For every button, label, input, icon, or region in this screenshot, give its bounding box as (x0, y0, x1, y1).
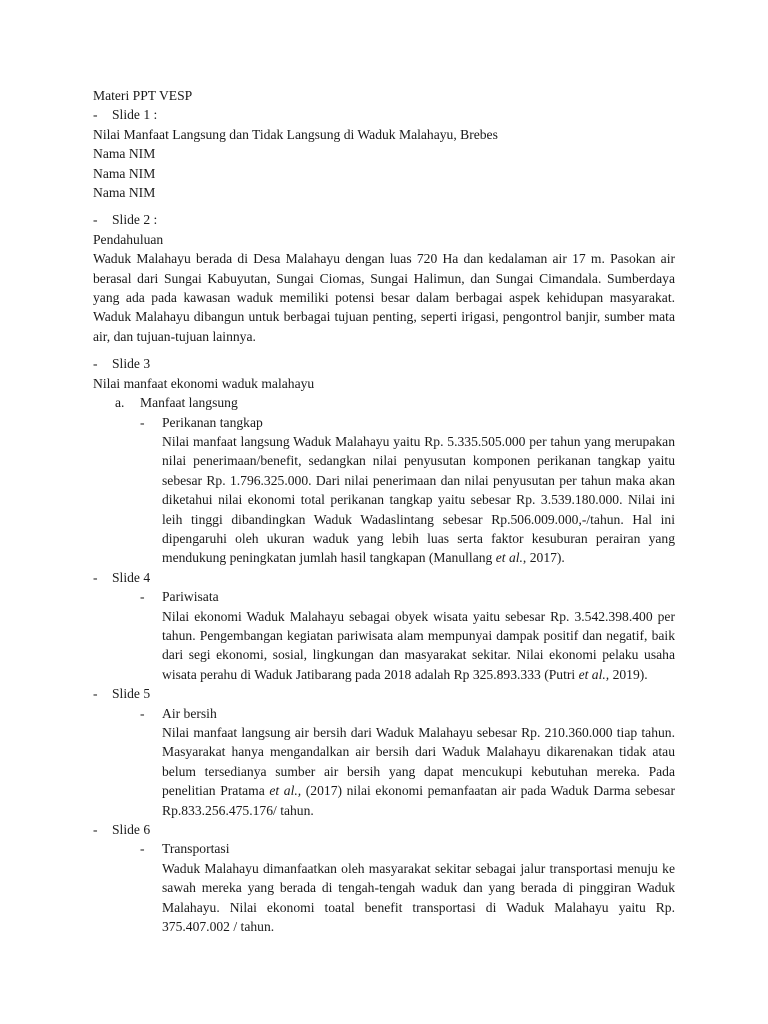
slide-2-heading: Pendahuluan (93, 231, 164, 247)
slide-3-heading: Nilai manfaat ekonomi waduk malahayu (93, 375, 315, 391)
citation-italic: et al., (269, 783, 302, 799)
member-line: Nama NIM (93, 165, 156, 181)
slide-4-label: - Slide 4 (93, 568, 675, 587)
bullet-dash: - (93, 569, 98, 585)
slide-3-label: - Slide 3 (93, 354, 675, 373)
slide-6-body: Waduk Malahayu dimanfaatkan oleh masyarakat sekitar sebagai jalur transportasi menuju ke sawah mereka yang berada di tengah-tengah waduk dan yang berada di pinggiran Waduk Malahayu. Nilai ekonomi toatal benefit transportasi di Waduk Malahayu yaitu Rp. 375.407.002 / tahun. (162, 860, 675, 935)
slide-4-body: Nilai ekonomi Waduk Malahayu sebagai obyek wisata yaitu sebesar Rp. 3.542.398.400 per tahun. Pengembangan kegiatan pariwisata alam mempunyai dampak positif dan negatif, baik dari segi ekonomi, sosial, lingkungan dan masyarakat sekitar. Nilai ekonomi pelaku usaha wisata perahu di Waduk Jatibarang pada 2018 adalah Rp 325.893.333 (Putri et al., 2019). (162, 608, 675, 682)
slide-2-body: Waduk Malahayu berada di Desa Malahayu dengan luas 720 Ha dan kedalaman air 17 m. Pasokan air berasal dari Sungai Kabuyutan, Sungai Ciomas, Sungai Halimun, dan Sungai Cimandala. Sumberdaya yang ada pada kawasan waduk memiliki potensi besar dalam berbagai aspek kehidupan masyarakat. Waduk Malahayu dibangun untuk berbagai tujuan penting, seperti irigasi, pengontrol banjir, sumber mata air, dan tujuan-tujuan lainnya. (93, 251, 675, 344)
bullet-dash: - (93, 356, 98, 372)
item-title-perikanan: - Perikanan tangkap (93, 413, 675, 432)
bullet-dash: - (140, 589, 145, 605)
list-marker: a. (115, 395, 125, 411)
slide-5-label: - Slide 5 (93, 684, 675, 703)
slide-2-label: - Slide 2 : (93, 210, 675, 229)
item-title-pariwisata: - Pariwisata (93, 587, 675, 606)
bullet-dash: - (93, 822, 98, 838)
bullet-dash: - (93, 686, 98, 702)
bullet-dash: - (140, 705, 145, 721)
slide-3-body: Nilai manfaat langsung Waduk Malahayu yaitu Rp. 5.335.505.000 per tahun yang merupakan nilai penerimaan/benefit, sedangkan nilai penyusutan komponen perikanan tangkap yaitu sebesar Rp. 1.796.325.000. Dari nilai penerimaan dan nilai penyusutan per tahun maka akan diketahui nilai ekonomi total perikanan tangkap yaitu sebesar Rp. 3.539.180.000. Nilai ini leih tinggi dibandingkan Waduk Wadaslintang sebesar Rp.506.009.000,-/tahun. Hal ini dipengaruhi oleh ukuran waduk yang lebih luas serta faktor kesuburan perairan yang mendukung peningkatan jumlah hasil tangkapan (Manullang et al., 2017). (162, 433, 675, 566)
bullet-dash: - (140, 841, 145, 857)
slide-6-label: - Slide 6 (93, 820, 675, 839)
document-content (93, 86, 675, 936)
item-title-transportasi: - Transportasi (93, 839, 675, 858)
bullet-dash: - (93, 107, 98, 123)
item-title-air-bersih: - Air bersih (93, 704, 675, 723)
member-line: Nama NIM (93, 185, 156, 201)
slide-5-body: Nilai manfaat langsung air bersih dari Waduk Malahayu sebesar Rp. 210.360.000 tiap tahun. Masyarakat hanya mengandalkan air bersih dari Waduk Malahayu dikarenakan tidak atau belum tersedianya sumber air bersih yang dapat mencukupi kebutuhan mereka. Pada penelitian Pratama et al., (2017) nilai ekonomi pemanfaatan air pada Waduk Darma sebesar Rp.833.256.475.176/ tahun. (162, 725, 675, 818)
bullet-dash: - (140, 414, 145, 430)
document-title: Materi PPT VESP (93, 88, 193, 103)
member-line: Nama NIM (93, 146, 156, 162)
slide-1-title: Nilai Manfaat Langsung dan Tidak Langsung di Waduk Malahayu, Brebes (93, 126, 498, 142)
citation-italic: et al., (578, 666, 610, 682)
slide-1-label: - Slide 1 : (93, 105, 675, 124)
citation-italic: et al. (495, 550, 523, 566)
bullet-dash: - (93, 212, 98, 228)
sub-heading-manfaat-langsung: a. Manfaat langsung (93, 393, 675, 412)
